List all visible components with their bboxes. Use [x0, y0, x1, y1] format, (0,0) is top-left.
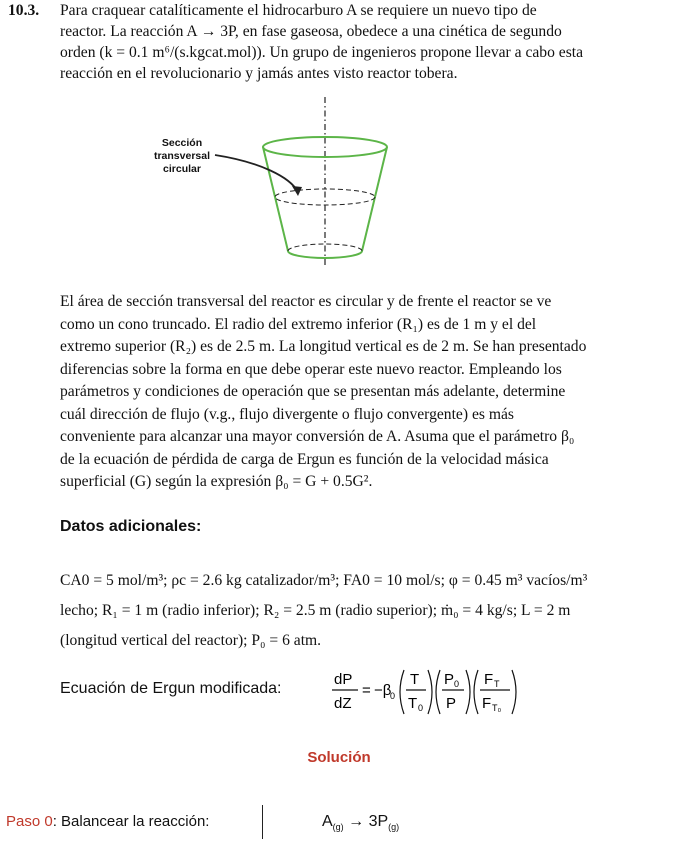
step-0 — [6, 813, 209, 830]
f1-denominator-subscript: 0 — [418, 703, 424, 713]
intro-line: reactor. La reacción A → 3P, en fase gaseosa, obedece a una cinética de segundo — [60, 23, 562, 40]
description-line: cuál dirección de flujo (v.g., flujo divergente o flujo convergente) es más — [60, 405, 514, 423]
description-line: de la ecuación de pérdida de carga de Ergun es función de la velocidad másica — [60, 450, 549, 468]
datos-line: (longitud vertical del reactor); P₀ = 6 atm. — [60, 632, 322, 649]
reactant: A — [322, 813, 333, 830]
datos-block — [60, 566, 675, 656]
description-line: conveniente para alcanzar una mayor conversión de A. Asuma que el parámetro β₀ — [60, 428, 575, 445]
equals-sign: = — [362, 682, 371, 699]
reaction-arrow: → — [348, 813, 365, 830]
datos-line: lecho; R₁ = 1 m (radio inferior); R₂ = 2.5 m (radio superior); ṁ₀ = 4 kg/s; L = 2 m — [60, 602, 571, 619]
f3-denominator: F — [482, 695, 492, 712]
figure-label-line: circular — [163, 163, 201, 175]
description-line: diferencias sobre la forma en que debe operar este nuevo reactor. Empleando los — [60, 360, 562, 378]
ergun-equation-svg — [330, 662, 650, 722]
description-line: El área de sección transversal del reactor es circular y de frente el reactor se ve — [60, 293, 552, 310]
f3-denominator-subscript: T₀ — [492, 703, 502, 713]
description-line: extremo superior (R₂) es de 2.5 m. La longitud vertical es de 2 m. Se han presentado — [60, 338, 587, 355]
beta-subscript: 0 — [390, 691, 396, 701]
intro-line: orden (k = 0.1 m⁶/(s.kgcat.mol)). Un grupo de ingenieros propone llevar a cabo esta — [60, 44, 584, 61]
f3-numerator-subscript: T — [494, 679, 500, 689]
step-divider — [262, 805, 263, 839]
reactor-figure — [130, 97, 390, 267]
datos-title: Datos adicionales: — [60, 518, 202, 535]
intro-line: reacción en el revolucionario y jamás antes visto reactor tobera. — [60, 65, 458, 82]
datos-line: CA0 = 5 mol/m³; ρc = 2.6 kg catalizador/m³; FA0 = 10 mol/s; φ = 0.45 m³ vacíos/m³ — [60, 572, 588, 589]
f3-numerator: F — [484, 671, 494, 688]
problem-intro — [8, 0, 675, 84]
f1-numerator: T — [410, 671, 420, 688]
left-wall — [263, 147, 288, 251]
step-text: : Balancear la reacción: — [52, 813, 210, 830]
pointer-arrow — [215, 155, 298, 192]
description-line: parámetros y condiciones de operación que se presentan más adelante, determine — [60, 383, 566, 400]
f2-numerator: P — [444, 671, 455, 688]
intro-line: Para craquear catalíticamente el hidrocarburo A se requiere un nuevo tipo de — [60, 2, 537, 19]
description-line: superficial (G) según la expresión β₀ = G + 0.5G². — [60, 473, 373, 490]
description-line: como un cono truncado. El radio del extremo inferior (R₁) es de 1 m y el del — [60, 315, 537, 333]
f1-denominator: T — [408, 695, 418, 712]
step-label: Paso 0 — [6, 813, 53, 830]
product-phase: (g) — [388, 822, 400, 833]
problem-number: 10.3. — [8, 2, 40, 19]
solution-title: Solución — [307, 749, 371, 766]
figure-label-line: transversal — [153, 150, 211, 162]
problem-description — [60, 291, 675, 494]
truncated-cone-diagram — [130, 97, 390, 267]
lhs-numerator: dP — [334, 671, 353, 688]
figure-label — [142, 137, 222, 176]
right-wall — [362, 147, 387, 251]
ergun-equation — [330, 662, 650, 722]
reactant-phase: (g) — [332, 822, 344, 833]
lhs-denominator: dZ — [334, 695, 352, 712]
balanced-reaction — [322, 813, 399, 831]
figure-label-line: Sección — [161, 137, 203, 149]
product: 3P — [368, 813, 389, 830]
f2-denominator: P — [446, 695, 457, 712]
f2-numerator-subscript: 0 — [454, 679, 460, 689]
ergun-label: Ecuación de Ergun modificada: — [60, 680, 282, 697]
beta-coefficient: −β — [374, 682, 392, 699]
